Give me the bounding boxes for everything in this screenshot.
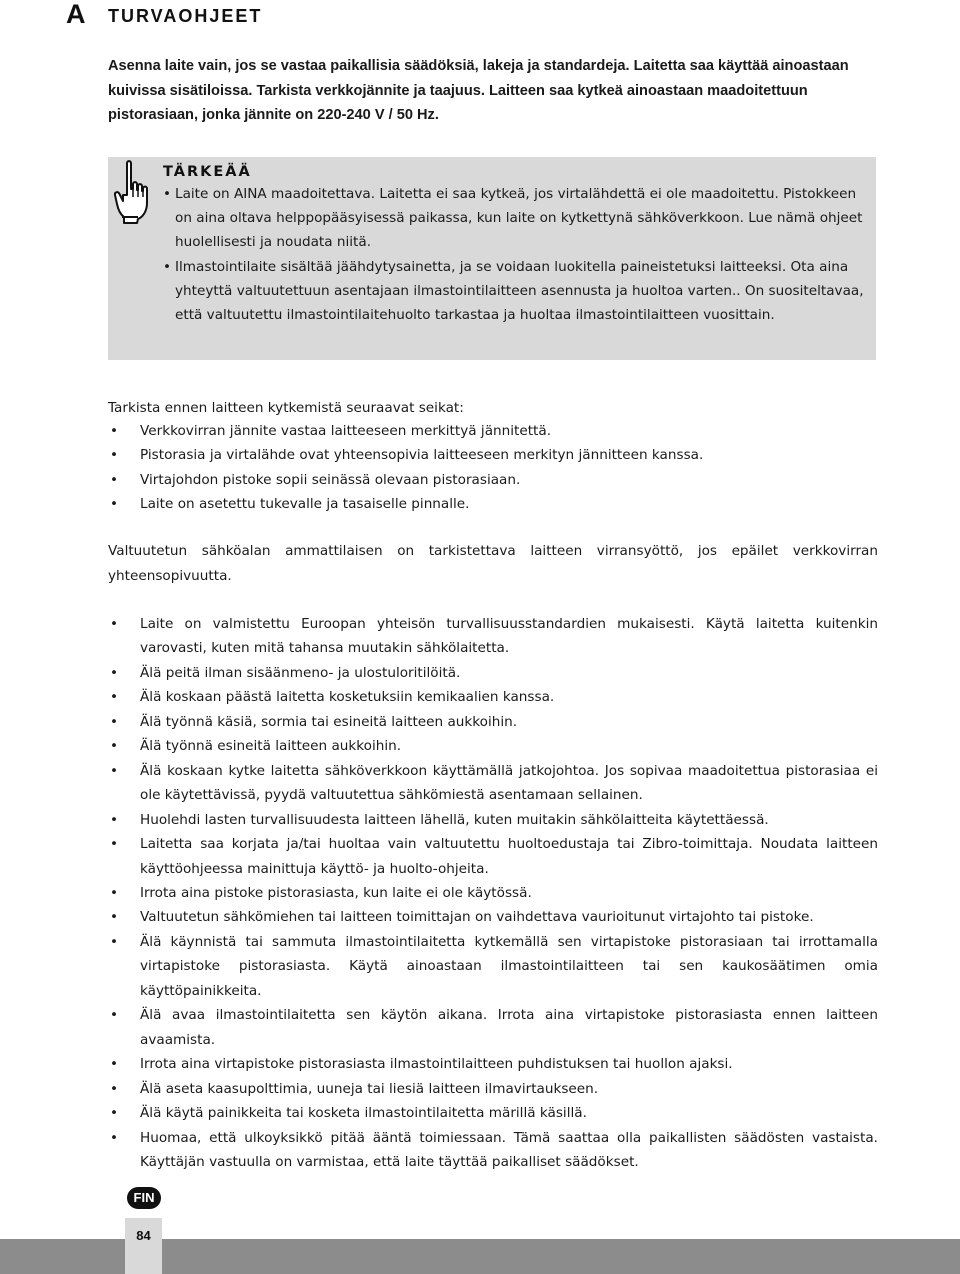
safety-list	[108, 612, 878, 1174]
safety-item: • Huomaa, että ulkoyksikkö pitää ääntä toimiessaan. Tämä saattaa olla paikallisten säädösten vastaista. Käyttäjän vastuulla on varmistaa, että laite täyttää paikalliset säädökset.	[108, 1126, 878, 1175]
safety-item: • Irrota aina virtapistoke pistorasiasta ilmastointilaitteen puhdistuksen tai huollon ajaksi.	[108, 1052, 878, 1076]
safety-item: • Älä koskaan päästä laitetta kosketuksiin kemikaalien kanssa.	[108, 685, 878, 709]
intro-text: Asenna laite vain, jos se vastaa paikallisia säädöksiä, lakeja ja standardeja. Laitetta saa käyttää ainoastaan kuivissa sisätiloissa. Tarkista verkkojännite ja taajuus. Laitteen saa kytkeä ainoastaan maadoitettuun pistorasiaan, jonka jännite on 220-240 V / 50 Hz.	[108, 58, 849, 123]
important-notice-box	[108, 157, 876, 360]
safety-item: • Älä käytä painikkeita tai kosketa ilmastointilaitetta märillä käsillä.	[108, 1101, 878, 1125]
pointing-hand-icon	[114, 159, 154, 225]
safety-item: • Älä avaa ilmastointilaitetta sen käytön aikana. Irrota aina virtapistoke pistorasiasta ennen laitteen avaamista.	[108, 1003, 878, 1052]
section-title: TURVAOHJEET	[108, 6, 263, 26]
notice-item: • Ilmastointilaite sisältää jäähdytysainetta, ja se voidaan luokitella paineistetuksi laitteeksi. Ota aina yhteyttä valtuutettuun asentajaan ilmastointilaitteen asennusta ja huoltoa varten.. On suositeltavaa, että valtuutettu ilmastointilaitehuolto tarkastaa ja huoltaa ilmastointilaitteen vuosittain.	[163, 255, 868, 328]
section-letter: A	[66, 0, 86, 29]
checklist-intro: Tarkista ennen laitteen kytkemistä seuraavat seikat:	[108, 400, 464, 416]
notice-item: • Laite on AINA maadoitettava. Laitetta ei saa kytkeä, jos virtalähdettä ei ole maadoitettu. Pistokkeen on aina oltava helppopääsyisessä paikassa, kun laite on kytkettynä sähköverkkoon. Lue nämä ohjeet huolellisesti ja noudata niitä.	[163, 182, 868, 255]
safety-item: • Valtuutetun sähkömiehen tai laitteen toimittajan on vaihdettava vaurioitunut virtajohto tai pistoke.	[108, 905, 878, 929]
page-number-tab	[125, 1218, 162, 1274]
checklist-item: • Virtajohdon pistoke sopii seinässä olevaan pistorasiaan.	[108, 468, 878, 492]
checklist-item: • Verkkovirran jännite vastaa laitteeseen merkittyä jännitettä.	[108, 419, 878, 443]
safety-item: • Älä työnnä käsiä, sormia tai esineitä laitteen aukkoihin.	[108, 710, 878, 734]
safety-item: • Huolehdi lasten turvallisuudesta laitteen lähellä, kuten muitakin sähkölaitteita käytettäessä.	[108, 808, 878, 832]
notice-title: TÄRKEÄÄ	[163, 164, 252, 180]
safety-item: • Laite on valmistettu Euroopan yhteisön turvallisuusstandardien mukaisesti. Käytä laitetta kuitenkin varovasti, kuten mitä tahansa muutakin sähkölaitetta.	[108, 612, 878, 661]
page-header	[0, 0, 960, 32]
safety-item: • Laitetta saa korjata ja/tai huoltaa vain valtuutettu huoltoedustaja tai Zibro-toimittaja. Noudata laitteen käyttöohjeessa mainittuja käyttö- ja huolto-ohjeita.	[108, 832, 878, 881]
safety-item: • Älä aseta kaasupolttimia, uuneja tai liesiä laitteen ilmavirtaukseen.	[108, 1077, 878, 1101]
checklist-item: • Laite on asetettu tukevalle ja tasaiselle pinnalle.	[108, 492, 878, 516]
language-badge: FIN	[127, 1187, 161, 1209]
safety-item: • Älä työnnä esineitä laitteen aukkoihin.	[108, 734, 878, 758]
page-number: 84	[136, 1228, 151, 1243]
safety-item: • Irrota aina pistoke pistorasiasta, kun laite ei ole käytössä.	[108, 881, 878, 905]
electrician-note: Valtuutetun sähköalan ammattilaisen on tarkistettava laitteen virransyöttö, jos epäilet verkkovirran yhteensopivuutta.	[108, 543, 878, 584]
safety-item: • Älä käynnistä tai sammuta ilmastointilaitetta kytkemällä sen virtapistoke pistorasiaan tai irrottamalla virtapistoke pistorasiasta. Käytä ainoastaan ilmastointilaitteen tai sen kaukosäätimen omia käyttöpainikkeita.	[108, 930, 878, 1003]
checklist	[108, 419, 878, 516]
intro-paragraph	[108, 54, 880, 128]
notice-list	[163, 182, 868, 327]
safety-item: • Älä peitä ilman sisäänmeno- ja ulostuloritilöitä.	[108, 661, 878, 685]
safety-item: • Älä koskaan kytke laitetta sähköverkkoon käyttämällä jatkojohtoa. Jos sopivaa maadoitettua pistorasiaa ei ole käytettävissä, pyydä valtuutettua sähkömiestä asentamaan sellainen.	[108, 759, 878, 808]
checklist-item: • Pistorasia ja virtalähde ovat yhteensopivia laitteeseen merkityn jännitteen kanssa.	[108, 443, 878, 467]
